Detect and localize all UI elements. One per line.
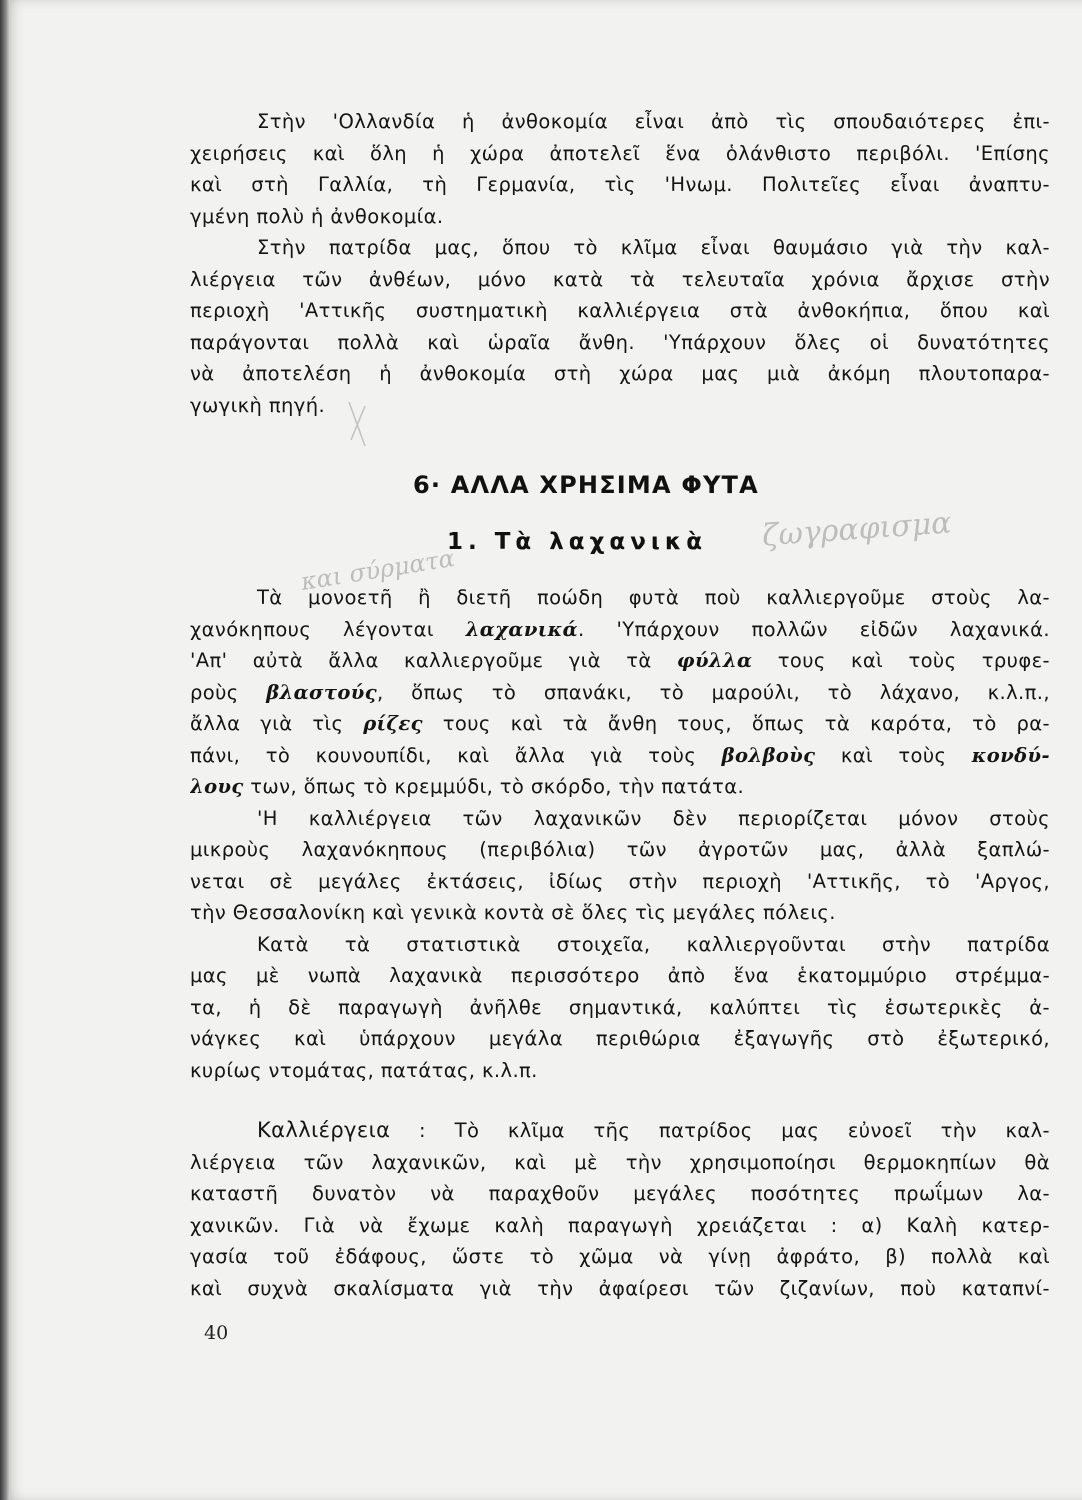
key-term: κονδύ- <box>971 743 1050 767</box>
text-line: ροὺς βλαστούς, ὅπως τὸ σπανάκι, τὸ μαρούλι, τὸ λάχανο, κ.λ.π., <box>190 680 1050 704</box>
text-line: νὰ ἀποτελέση ἡ ἀνθοκομία στὴ χώρα μας μιὰ ἀκόμη πλουτοπαρα- <box>190 362 1050 385</box>
text-line: 'Απ' αὐτὰ ἄλλα καλλιεργοῦμε γιὰ τὰ φύλλα τους καὶ τοὺς τρυφε- <box>190 649 1050 672</box>
text-line: μικροὺς λαχανόκηπους (περιβόλια) τῶν ἀγροτῶν μας, ἀλλὰ ξαπλώ- <box>190 838 1050 861</box>
text-line: μας μὲ νωπὰ λαχανικὰ περισσότερο ἀπὸ ἕνα ἑκατομμύριο στρέμμα- <box>190 964 1050 987</box>
text-line: λιέργεια τῶν ἀνθέων, μόνο κατὰ τὰ τελευταῖα χρόνια ἄρχισε στὴν <box>190 267 1050 291</box>
page-number: 40 <box>204 1322 229 1344</box>
intro-text <box>190 106 1050 421</box>
text-line: περιοχὴ 'Αττικῆς συστηματικὴ καλλιέργεια στὰ ἀνθοκήπια, ὅπου καὶ <box>190 299 1050 322</box>
text-line: Τὰ μονοετῆ ἢ διετῆ ποώδη φυτὰ ποὺ καλλιεργοῦμε στοὺς λα- <box>257 586 1050 609</box>
text-line: τὴν Θεσσαλονίκη καὶ γενικὰ κοντὰ σὲ ὅλες τὶς μεγάλες πόλεις. <box>190 901 836 924</box>
run-in-heading: Καλλιέργεια <box>257 1118 391 1142</box>
cultivation-text <box>190 1115 1050 1304</box>
vegetables-text <box>190 582 1050 1086</box>
binding-edge <box>0 0 10 1500</box>
pencil-mark-icon <box>345 400 369 448</box>
text-line: λιέργεια τῶν λαχανικῶν, καὶ μὲ τὴν χρησιμοποίησι θερμοκηπίων θὰ <box>190 1150 1050 1174</box>
pencil-note: ζωγραφισμα <box>761 505 953 554</box>
text-line: Καλλιέργεια : Τὸ κλῖμα τῆς πατρίδος μας εὐνοεῖ τὴν καλ- <box>257 1118 1050 1142</box>
key-term: βολβοὺς <box>721 743 816 767</box>
text-line: νεται σὲ μεγάλες ἐκτάσεις, ἰδίως στὴν περιοχὴ 'Αττικῆς, τὸ 'Αργος, <box>190 869 1050 893</box>
key-term: βλαστούς <box>266 680 377 704</box>
text-line: γμένη πολὺ ἡ ἀνθοκομία. <box>190 204 444 228</box>
text-line: γωγικὴ πηγή. <box>190 393 326 417</box>
text-line: Στὴν πατρίδα μας, ὅπου τὸ κλῖμα εἶναι θαυμάσιο γιὰ τὴν καλ- <box>257 236 1050 259</box>
text-line: καταστῆ δυνατὸν νὰ παραχθοῦν μεγάλες ποσότητες πρωΐμων λα- <box>190 1182 1050 1205</box>
text-line: καὶ συχνὰ σκαλίσματα γιὰ τὴν ἀφαίρεσι τῶν ζιζανίων, ποὺ καταπνί- <box>190 1276 1050 1300</box>
text-line: καὶ στὴ Γαλλία, τὴ Γερμανία, τὶς 'Ηνωμ. Πολιτεῖες εἶναι ἀναπτυ- <box>190 173 1050 196</box>
text-line: Κατὰ τὰ στατιστικὰ στοιχεῖα, καλλιεργοῦνται στὴν πατρίδα <box>257 932 1050 956</box>
text-line: ἄλλα γιὰ τὶς ρίζες τους καὶ τὰ ἄνθη τους, ὅπως τὰ καρότα, τὸ ρα- <box>190 712 1050 735</box>
pencil-note: και σύρματα <box>298 544 457 596</box>
text-line: πάνι, τὸ κουνουπίδι, καὶ ἄλλα γιὰ τοὺς βολβοὺς καὶ τοὺς κονδύ- <box>190 743 1050 767</box>
text-line: Στὴν 'Ολλανδία ἡ ἀνθοκομία εἶναι ἀπὸ τὶς σπουδαιότερες ἐπι- <box>257 110 1050 133</box>
text-line: χανικῶν. Γιὰ νὰ ἔχωμε καλὴ παραγωγὴ χρειάζεται : α) Καλὴ κατερ- <box>190 1213 1050 1237</box>
key-term: λους <box>190 775 244 798</box>
text-line: νάγκες καὶ ὑπάρχουν μεγάλα περιθώρια ἐξαγωγῆς στὸ ἐξωτερικό, <box>190 1027 1050 1050</box>
text-line: παράγονται πολλὰ καὶ ὡραῖα ἄνθη. 'Υπάρχουν ὅλες οἱ δυνατότητες <box>190 330 1050 354</box>
text-line: γασία τοῦ ἐδάφους, ὥστε τὸ χῶμα νὰ γίνῃ ἀφράτο, β) πολλὰ καὶ <box>190 1245 1050 1268</box>
key-term: λαχανικά <box>465 617 579 641</box>
text-line: χειρήσεις καὶ ὅλη ἡ χώρα ἀποτελεῖ ἕνα ὁλάνθιστο περιβόλι. 'Επίσης <box>190 141 1050 165</box>
text-line: λους των, ὅπως τὸ κρεμμύδι, τὸ σκόρδο, τὴν πατάτα. <box>190 775 745 798</box>
text-line: 'Η καλλιέργεια τῶν λαχανικῶν δὲν περιορίζεται μόνον στοὺς <box>257 806 1050 830</box>
subsection-heading: 1. Τὰ λαχανικὰ <box>447 529 708 555</box>
text-line: χανόκηπους λέγονται λαχανικά. 'Υπάρχουν πολλῶν εἰδῶν λαχανικά. <box>190 617 1050 641</box>
section-heading: 6· ΑΛΛΑ ΧΡΗΣΙΜΑ ΦΥΤΑ <box>413 471 759 499</box>
key-term: φύλλα <box>676 649 753 672</box>
text-line: κυρίως ντομάτας, πατάτας, κ.λ.π. <box>190 1058 538 1082</box>
text-line: τα, ἡ δὲ παραγωγὴ ἀνῆλθε σημαντικά, καλύπτει τὶς ἐσωτερικὲς ἀ- <box>190 995 1050 1019</box>
key-term: ρίζες <box>363 712 423 735</box>
